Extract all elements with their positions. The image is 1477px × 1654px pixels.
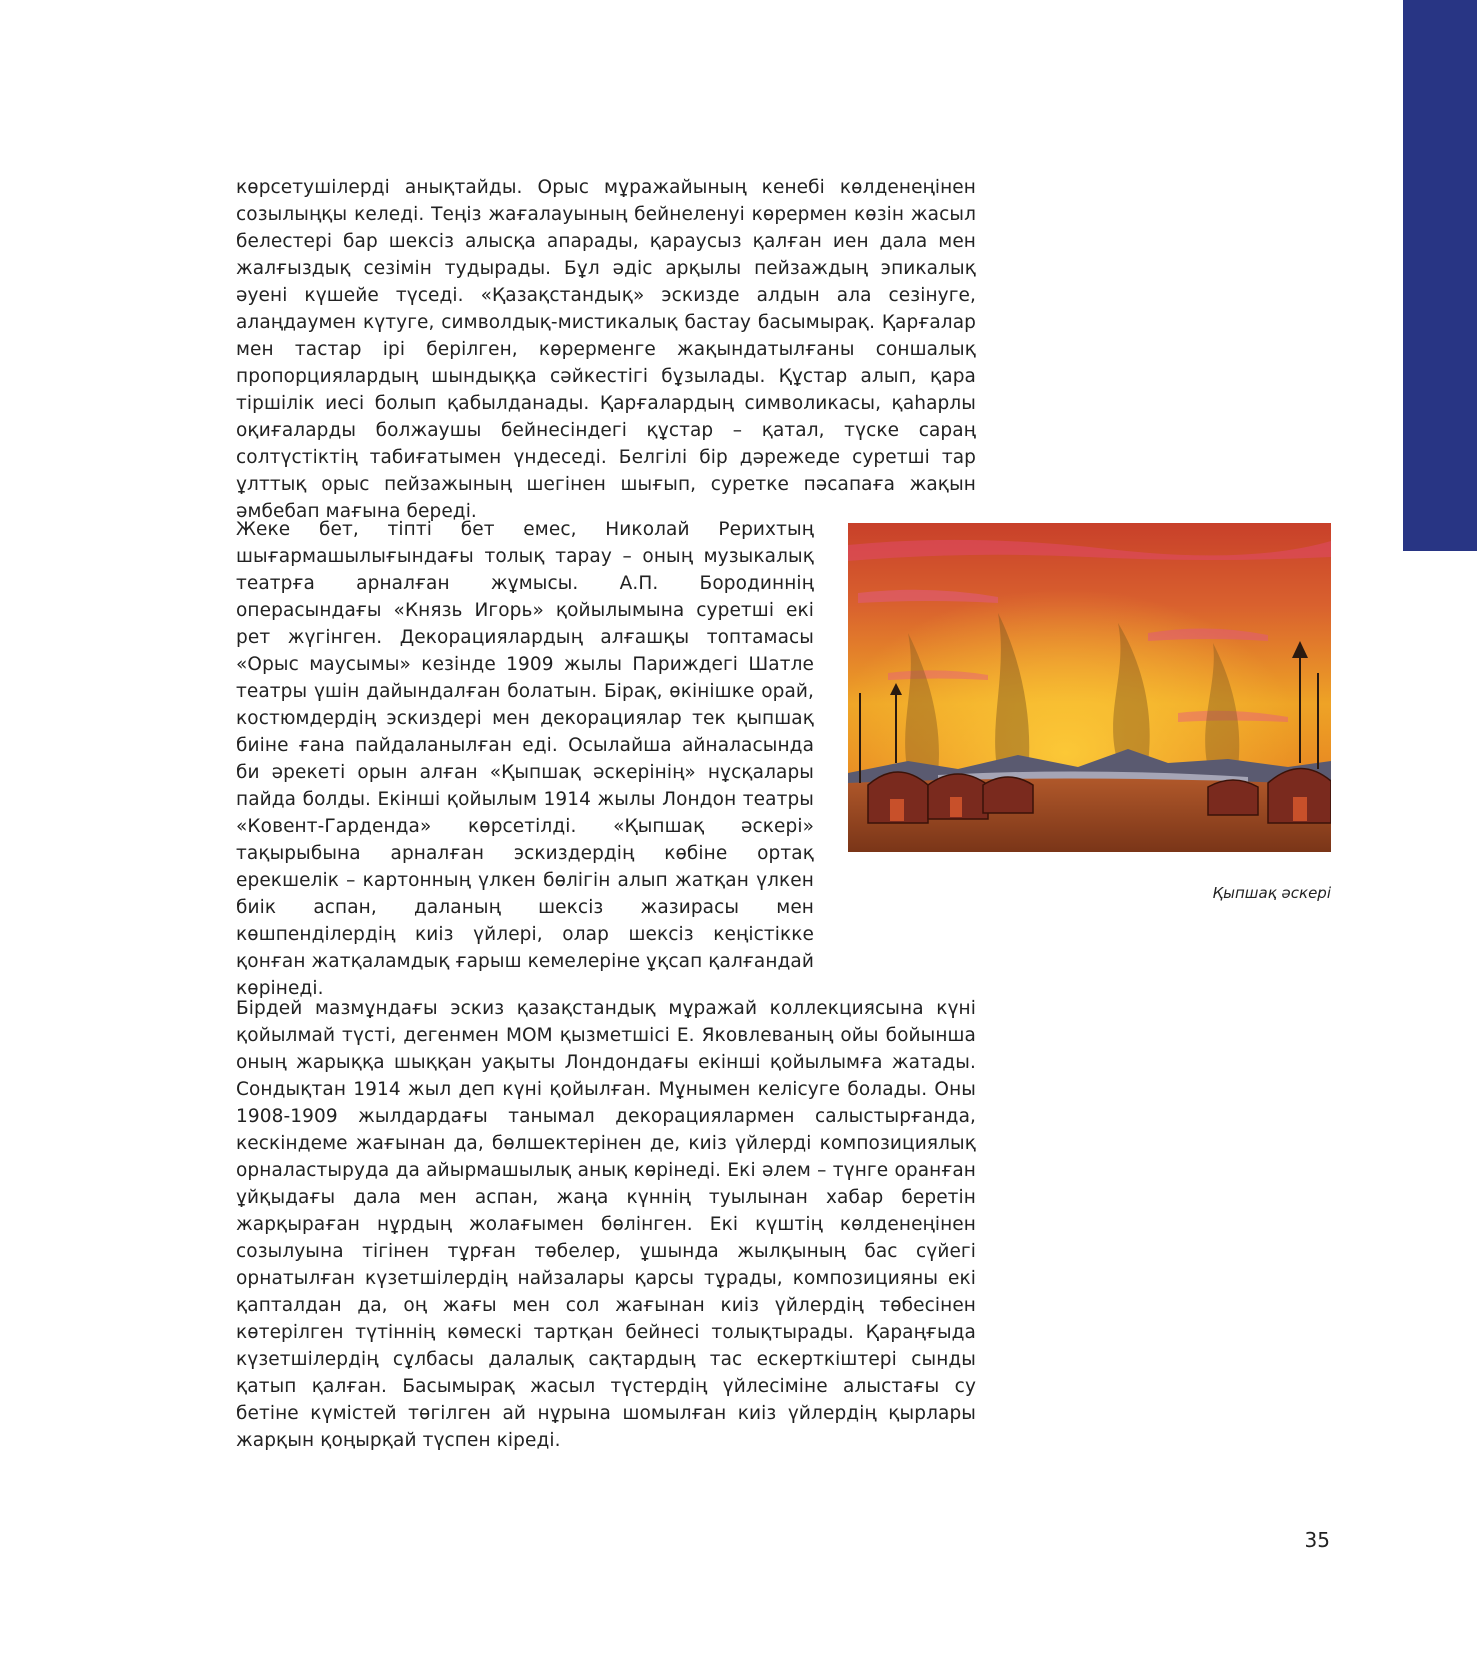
body-paragraph-2: Жеке бет, тіпті бет емес, Николай Рерихтың шығармашылығындағы толық тарау – оның музыкалық театрға арналған жұмысы. А.П. Бородиннің операсындағы «Князь Игорь» қойылымына суретші екі рет жүгінген. Декорациялардың алғашқы топтамасы «Орыс маусымы» кезінде 1909 жылы Париждегі Шатле театры үшін дайындалған болатын. Бірақ, өкінішке орай, костюмдердің эскиздері мен декорациялар тек қыпшақ биіне ғана пайдаланылған еді. Осылайша айналасында би әрекеті орын алған «Қыпшақ әскерінің» нұсқалары пайда болды. Екінші қойылым 1914 жылы Лондон театры «Ковент-Гарденда» көрсетілді. «Қыпшақ әскері» тақырыбына арналған эскиздердің көбіне ортақ ерекшелік – картонның үлкен бөлігін алып жатқан үлкен биік аспан, даланың шексіз жазирасы мен көшпенділердің киіз үйлері, олар шексіз кеңістікке қонған жатқаламдық ғарыш кемелеріне ұқсап қалғандай көрінеді. <box>236 519 814 999</box>
body-paragraph-3: Бірдей мазмұндағы эскиз қазақстандық мұражай коллекциясына күні қойылмай түсті, дегенмен МОМ қызметшісі Е. Яковлеваның ойы бойынша оның жарыққа шыққан уақыты Лондондағы екінші қойылымға жатады. Сондықтан 1914 жыл деп күні қойылған. Мұнымен келісуге болады. Оны 1908-1909 жылдардағы танымал декорациялармен салыстырғанда, кескіндеме жағынан да, бөлшектерінен де, киіз үйлерді композициялық орналастыруда да айырмашылық анық көрінеді. Екі әлем – түнге оранған ұйқыдағы дала мен аспан, жаңа күннің туылынан хабар беретін жарқыраған нұрдың жолағымен бөлінген. Екі күштің көлденеңінен созылуына тігінен тұрған төбелер, ұшында жылқының бас сүйегі орнатылған күзетшілердің найзалары қарсы тұрады, композицияны екі қапталдан да, оң жағы мен сол жағынан киіз үйлердің төбесінен көтерілген түтіннің көмескі тартқан бейнесі толықтырады. Қараңғыда күзетшілердің сұлбасы далалық сақтардың тас ескерткіштері сынды қатып қалған. Басымырақ жасыл түстердің үйлесіміне алыстағы су бетіне күмістей төгілген ай нұрына шомылған киіз үйлердің қырлары жарқын қоңырқай түспен кіреді. <box>236 998 976 1451</box>
figure-caption: Қыпшақ әскері <box>1212 884 1331 902</box>
body-paragraph-1: көрсетушілерді анықтайды. Орыс мұражайының кенебі көлденеңінен созылыңқы келеді. Теңіз жағалауының бейнеленуі көрермен көзін жасыл белестері бар шексіз алысқа апарады, қараусыз қалған иен дала мен жалғыздық сезімін тудырады. Бұл әдіс арқылы пейзаждың эпикалық әуені күшейе түседі. «Қазақстандық» эскизде алдын ала сезінуге, алаңдаумен күтуге, символдық-мистикалық бастау басымырақ. Қарғалар мен тастар ірі берілген, көрерменге жақындатылғаны соншалық пропорциялардың шындыққа сәйкестігі бұзылады. Құстар алып, қара тіршілік иесі болып қабылданады. Қарғалардың символикасы, қаһарлы оқиғаларды болжаушы бейнесіндегі құстар – қатал, түске сараң солтүстіктің табиғатымен үндеседі. Белгілі бір дәрежеде суретші тар ұлттық орыс пейзажының шегінен шығып, суретке пәсапаға жақын әмбебап мағына береді. <box>236 177 976 522</box>
chapter-side-tab <box>1403 0 1477 551</box>
page-number: 35 <box>1304 1528 1330 1552</box>
painting-image <box>848 523 1331 852</box>
